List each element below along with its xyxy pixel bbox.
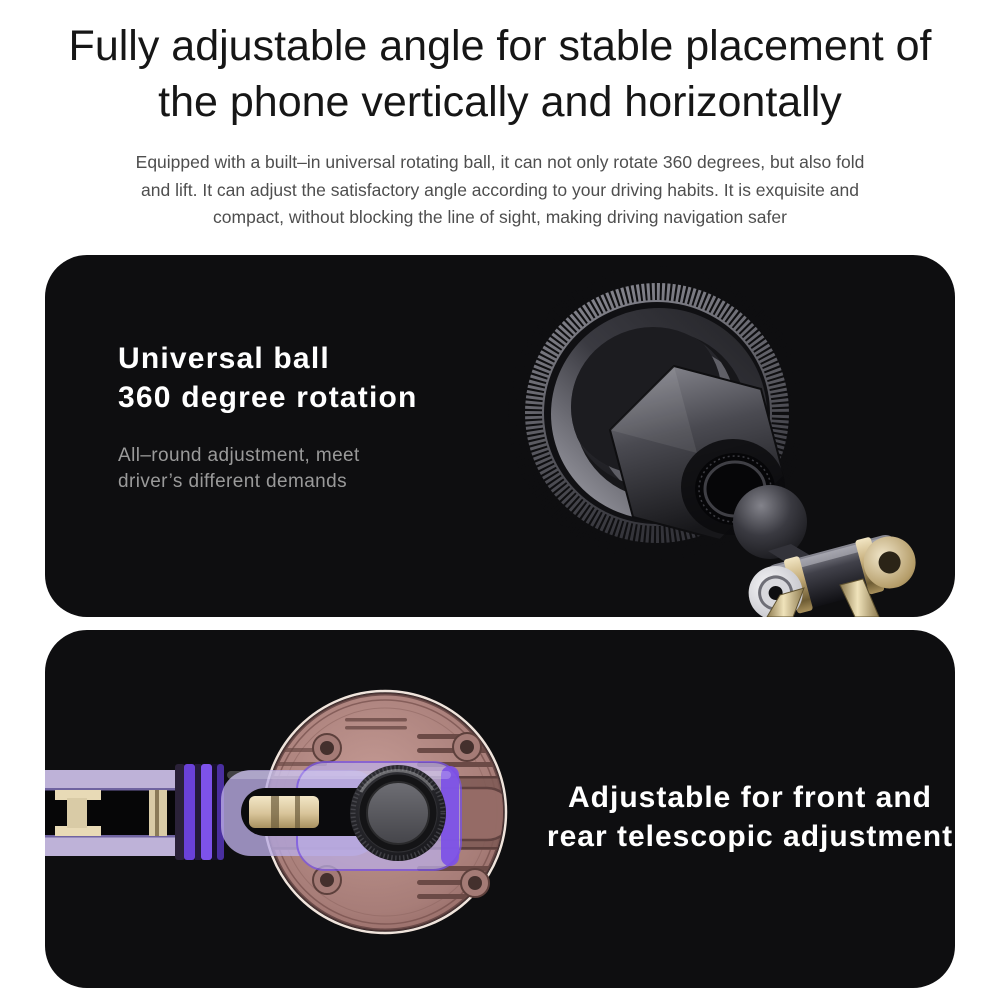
card-rotation-heading xyxy=(118,339,418,417)
description-line-1: Equipped with a built–in universal rotating ball, it can not only rotate 360 degrees, but also fold xyxy=(135,152,865,172)
card-rotation-subtext-line-1: All–round adjustment, meet xyxy=(118,445,360,466)
card-telescopic-heading xyxy=(535,778,955,856)
card-telescopic-heading-line-2: rear telescopic adjustment xyxy=(546,820,954,853)
page-title xyxy=(0,18,1000,130)
center-knob xyxy=(350,765,446,861)
arm-hinge xyxy=(175,764,224,860)
card-rotation-subtext-line-2: driver’s different demands xyxy=(118,471,348,492)
card-telescopic-heading-line-1: Adjustable for front and xyxy=(568,781,932,814)
card-rotation-heading-line-1: Universal ball xyxy=(118,342,330,375)
page-description xyxy=(0,149,1000,232)
title-line-1: Fully adjustable angle for stable placement of xyxy=(68,22,932,70)
description-line-3: compact, without blocking the line of sight, making driving navigation safer xyxy=(213,207,787,227)
suction-mount-photo xyxy=(45,255,955,617)
card-rotation-subtext xyxy=(118,443,360,495)
feature-card-rotation xyxy=(45,255,955,617)
feature-card-telescopic xyxy=(45,630,955,988)
card-rotation-heading-line-2: 360 degree rotation xyxy=(118,381,418,414)
description-line-2: and lift. It can adjust the satisfactory angle according to your driving habits. It is exquisite and xyxy=(141,179,859,200)
title-line-2: the phone vertically and horizontally xyxy=(158,78,842,126)
